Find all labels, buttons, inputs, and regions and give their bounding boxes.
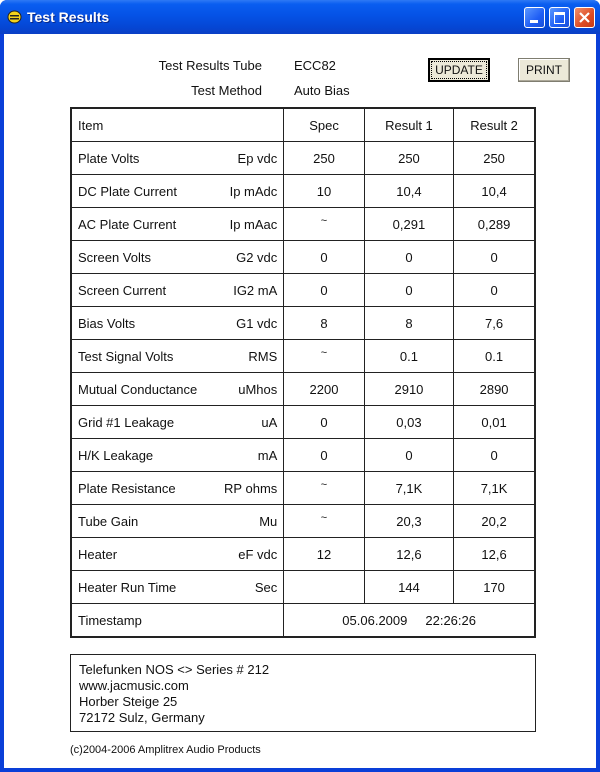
- result-2-cell: 0: [454, 241, 535, 274]
- table-row: [71, 571, 535, 604]
- item-unit: Ip mAac: [229, 216, 278, 232]
- method-value: Auto Bias: [294, 83, 350, 98]
- column-header-result-1: Result 1: [364, 108, 453, 142]
- timestamp-label-cell: [71, 604, 284, 638]
- item-cell: [71, 472, 284, 505]
- table-row: [71, 340, 535, 373]
- item-unit: RP ohms: [224, 480, 278, 496]
- spec-cell: [284, 274, 364, 307]
- result-1-cell: 0: [364, 241, 453, 274]
- result-1-cell: 7,1K: [364, 472, 453, 505]
- spec-cell: [284, 373, 364, 406]
- result-1-cell: 20,3: [364, 505, 453, 538]
- result-1-cell: 8: [364, 307, 453, 340]
- item-cell: [71, 208, 284, 241]
- item-cell: [71, 175, 284, 208]
- spec-cell: [284, 241, 364, 274]
- table-row: [71, 241, 535, 274]
- table-row: [71, 208, 535, 241]
- item-cell: [71, 505, 284, 538]
- table-row: [71, 439, 535, 472]
- table-header-row: [71, 108, 535, 142]
- spec-cell: [284, 175, 364, 208]
- result-2-cell: 0: [454, 439, 535, 472]
- spec-cell: [284, 142, 364, 175]
- item-name: Plate Resistance: [78, 480, 176, 496]
- tube-value: ECC82: [294, 58, 336, 73]
- copyright-text: (c)2004-2006 Amplitrex Audio Products: [70, 744, 261, 756]
- item-cell: [71, 307, 284, 340]
- item-cell: [71, 274, 284, 307]
- table-row: [71, 142, 535, 175]
- item-unit: mA: [257, 447, 278, 463]
- spec-cell: [284, 505, 364, 538]
- spec-cell: [284, 406, 364, 439]
- table-row: [71, 538, 535, 571]
- item-name: Screen Current: [78, 282, 167, 298]
- item-name: Grid #1 Leakage: [78, 414, 175, 430]
- item-unit: uA: [261, 414, 278, 430]
- result-1-cell: 0: [364, 274, 453, 307]
- item-name: Heater: [78, 546, 118, 562]
- result-1-cell: 2910: [364, 373, 453, 406]
- column-header-result-2: Result 2: [454, 108, 535, 142]
- item-name: H/K Leakage: [78, 447, 154, 463]
- notes-line: Horber Steige 25: [79, 694, 178, 709]
- spec-value: 0: [320, 282, 328, 298]
- spec-value: 8: [320, 315, 328, 331]
- item-cell: [71, 340, 284, 373]
- spec-cell: [284, 340, 364, 373]
- notes-line: www.jacmusic.com: [79, 678, 189, 693]
- table-row: [71, 307, 535, 340]
- spec-value: 250: [313, 150, 335, 166]
- result-2-cell: 7,1K: [454, 472, 535, 505]
- result-2-cell: 170: [454, 571, 535, 604]
- result-2-cell: 0,289: [454, 208, 535, 241]
- item-unit: uMhos: [238, 381, 278, 397]
- results-table: [70, 107, 536, 638]
- result-2-cell: 250: [454, 142, 535, 175]
- spec-value: ~: [320, 511, 328, 524]
- table-row: [71, 505, 535, 538]
- result-1-cell: 0,03: [364, 406, 453, 439]
- table-row: [71, 373, 535, 406]
- vacuum-tube-icon: [7, 10, 22, 24]
- spec-cell: [284, 538, 364, 571]
- spec-cell: [284, 208, 364, 241]
- item-name: Screen Volts: [78, 249, 151, 265]
- result-2-cell: 7,6: [454, 307, 535, 340]
- spec-value: 2200: [309, 381, 339, 397]
- table-row: [71, 175, 535, 208]
- title-bar[interactable]: [0, 0, 600, 34]
- timestamp-date: 05.06.2009: [342, 612, 408, 628]
- close-icon: [575, 8, 594, 27]
- spec-cell: [284, 472, 364, 505]
- minimize-icon: [530, 20, 538, 23]
- item-cell: [71, 538, 284, 571]
- notes-line: Telefunken NOS <> Series # 212: [79, 662, 270, 677]
- result-1-cell: 0: [364, 439, 453, 472]
- result-1-cell: 10,4: [364, 175, 453, 208]
- close-button[interactable]: [574, 7, 595, 28]
- maximize-icon: [554, 12, 565, 24]
- notes-box[interactable]: [70, 654, 536, 732]
- item-cell: [71, 142, 284, 175]
- table-row: [71, 472, 535, 505]
- item-unit: Mu: [259, 513, 278, 529]
- maximize-button[interactable]: [549, 7, 570, 28]
- item-unit: G2 vdc: [236, 249, 278, 265]
- item-unit: RMS: [248, 348, 278, 364]
- item-unit: G1 vdc: [236, 315, 278, 331]
- spec-cell: [284, 571, 364, 604]
- column-header-spec: Spec: [284, 108, 364, 142]
- spec-value: ~: [320, 346, 328, 359]
- spec-cell: [284, 439, 364, 472]
- result-1-cell: 250: [364, 142, 453, 175]
- item-cell: [71, 571, 284, 604]
- item-name: Plate Volts: [78, 150, 140, 166]
- update-button[interactable]: [428, 58, 490, 82]
- timestamp-time: 22:26:26: [425, 612, 476, 628]
- tube-label: Test Results Tube: [158, 58, 262, 73]
- result-1-cell: 0.1: [364, 340, 453, 373]
- table-row: [71, 406, 535, 439]
- item-cell: [71, 241, 284, 274]
- timestamp-value-cell: [284, 604, 535, 638]
- item-name: AC Plate Current: [78, 216, 177, 232]
- table-row: [71, 274, 535, 307]
- item-unit: Sec: [254, 579, 278, 595]
- window-title: Test Results: [27, 9, 110, 25]
- item-unit: IG2 mA: [233, 282, 278, 298]
- item-unit: Ep vdc: [237, 150, 278, 166]
- update-button-label: UPDATE: [431, 61, 487, 79]
- result-1-cell: 12,6: [364, 538, 453, 571]
- item-cell: [71, 439, 284, 472]
- item-unit: Ip mAdc: [229, 183, 278, 199]
- item-name: Mutual Conductance: [78, 381, 198, 397]
- result-2-cell: 20,2: [454, 505, 535, 538]
- item-name: Test Signal Volts: [78, 348, 174, 364]
- spec-value: ~: [320, 214, 328, 227]
- item-name: Heater Run Time: [78, 579, 177, 595]
- spec-value: 0: [320, 414, 328, 430]
- notes-line: 72172 Sulz, Germany: [79, 710, 205, 725]
- item-cell: [71, 373, 284, 406]
- result-2-cell: 10,4: [454, 175, 535, 208]
- result-2-cell: 12,6: [454, 538, 535, 571]
- item-cell: [71, 406, 284, 439]
- column-header-item-label: Item: [78, 117, 104, 133]
- result-2-cell: 0,01: [454, 406, 535, 439]
- spec-value: ~: [320, 478, 328, 491]
- timestamp-row: [71, 604, 535, 638]
- spec-value: 0: [320, 249, 328, 265]
- spec-value: 0: [320, 447, 328, 463]
- spec-value: 12: [316, 546, 332, 562]
- spec-cell: [284, 307, 364, 340]
- result-1-cell: 144: [364, 571, 453, 604]
- result-2-cell: 0.1: [454, 340, 535, 373]
- timestamp-label: Timestamp: [78, 612, 142, 628]
- column-header-item: [71, 108, 284, 142]
- print-button[interactable]: PRINT: [518, 58, 570, 82]
- result-1-cell: 0,291: [364, 208, 453, 241]
- result-2-cell: 0: [454, 274, 535, 307]
- minimize-button[interactable]: [524, 7, 545, 28]
- item-name: DC Plate Current: [78, 183, 177, 199]
- item-name: Tube Gain: [78, 513, 139, 529]
- spec-value: 10: [316, 183, 332, 199]
- window-client-area: [4, 34, 596, 768]
- item-name: Bias Volts: [78, 315, 136, 331]
- item-unit: eF vdc: [238, 546, 278, 562]
- method-label: Test Method: [191, 83, 262, 98]
- result-2-cell: 2890: [454, 373, 535, 406]
